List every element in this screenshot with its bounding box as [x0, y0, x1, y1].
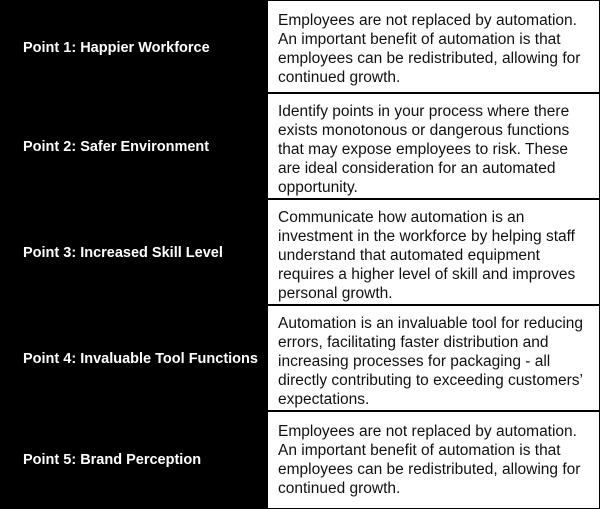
- row-description: Communicate how automation is an investment in the workforce by helping staff understand that automated equipment requires a higher level of skill and improves personal growth.: [267, 200, 599, 306]
- table-row-point-3: [1, 200, 599, 306]
- row-description: Identify points in your process where there exists monotonous or dangerous functions that may expose employees to risk. These are ideal consideration for an automated opportunity.: [267, 94, 599, 200]
- row-label: Point 5: Brand Perception: [1, 412, 267, 508]
- table-row-point-5: [1, 412, 599, 508]
- row-label: Point 4: Invaluable Tool Functions: [1, 306, 267, 412]
- row-label: Point 2: Safer Environment: [1, 94, 267, 200]
- table-row-point-1: [1, 1, 599, 94]
- table-row-point-2: [1, 94, 599, 200]
- row-label: Point 3: Increased Skill Level: [1, 200, 267, 306]
- table-row-point-4: [1, 306, 599, 412]
- row-description: Employees are not replaced by automation. An important benefit of automation is that employees can be redistributed, allowing for continued growth.: [267, 412, 599, 508]
- row-label: Point 1: Happier Workforce: [1, 1, 267, 94]
- row-description: Automation is an invaluable tool for reducing errors, facilitating faster distribution and increasing processes for packaging - all directly contributing to exceeding customers’ expectations.: [267, 306, 599, 412]
- row-description: Employees are not replaced by automation. An important benefit of automation is that employees can be redistributed, allowing for continued growth.: [267, 1, 599, 94]
